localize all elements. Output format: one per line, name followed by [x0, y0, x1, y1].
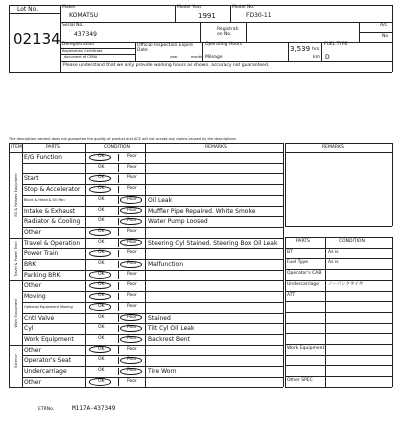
side-work-equipment-label: Work Equipment [287, 346, 325, 351]
table-row-rule [22, 280, 283, 281]
ok-option: OK [98, 164, 105, 170]
part-label: Cntl Valve [24, 314, 55, 322]
side-part-label: Operator's CAB [287, 271, 322, 277]
ok-option: OK [98, 175, 105, 181]
ok-poor-rule [118, 196, 119, 204]
ok-poor-rule [118, 218, 119, 226]
poor-selected-mark [120, 314, 142, 321]
serial-divider [200, 22, 201, 42]
group-rule [9, 345, 22, 346]
side-row-rule [285, 291, 392, 292]
ac-value: No [382, 34, 389, 39]
document-of-cema-label: document of CEMA [64, 55, 98, 59]
side-row-rule [285, 269, 392, 270]
side-row-rule [285, 376, 392, 377]
ok-poor-rule [118, 282, 119, 290]
poor-selected-mark [120, 325, 142, 332]
side-row-rule [285, 355, 392, 356]
operating-hours-value: 3,539 [290, 45, 311, 53]
part-label: Moving [24, 293, 46, 301]
poor-option: Poor [127, 335, 137, 341]
side-part-label: Fuel Type [287, 260, 308, 266]
item-col-rule [22, 143, 23, 387]
ok-selected-mark [89, 186, 111, 193]
model-no-label: Model No. [232, 5, 255, 10]
table-row-rule [22, 302, 283, 303]
ok-poor-rule [118, 346, 119, 354]
ok-poor-rule [118, 154, 119, 162]
deregistration-label: Deregistration [62, 42, 95, 47]
table-border-bottom [9, 387, 283, 388]
ok-option: OK [98, 250, 105, 256]
operating-hours-label: Operating Hours [205, 42, 243, 47]
hours-divider [288, 42, 289, 61]
poor-option: Poor [127, 357, 137, 363]
group-rule [9, 238, 22, 239]
model-year-label: Model Year [177, 5, 202, 10]
poor-option: Poor [127, 368, 137, 373]
ok-poor-rule [118, 325, 119, 333]
fuel-type-label: FUEL TYPE [324, 42, 348, 47]
side-row-rule [285, 258, 392, 259]
header-row3-rule [60, 61, 392, 62]
remarks-box-right [392, 143, 393, 226]
ok-option: OK [98, 154, 105, 159]
ok-poor-rule [118, 368, 119, 376]
table-row-rule [22, 291, 283, 292]
remark-text: Tilt Cyl Oil Leak [148, 325, 195, 333]
ok-poor-rule [118, 378, 119, 386]
ok-poor-rule [118, 335, 119, 343]
ok-selected-mark [89, 303, 111, 310]
poor-option: Poor [127, 261, 137, 266]
item-group-label: Exterior [13, 353, 18, 368]
side-row-rule [285, 312, 392, 313]
poor-option: Poor [127, 325, 137, 331]
disclaimer-text: The description content does not guarantee the quality of product and ACE will not accept any claims caused by the descriptions. [9, 137, 237, 141]
part-label: Cyl [24, 325, 34, 333]
side-condition-value: As is [328, 249, 339, 255]
dereg-divider [135, 42, 136, 61]
ok-option: OK [98, 346, 105, 352]
side-other-spec-label: Other SPEC [287, 378, 313, 384]
etr-label: ETRNo. [38, 407, 55, 412]
poor-selected-mark [120, 357, 142, 364]
ok-option: OK [98, 314, 105, 320]
remarks-box-left [285, 143, 286, 226]
parts-box-top [285, 237, 392, 238]
ok-poor-rule [118, 293, 119, 301]
part-label: Other [24, 228, 42, 236]
hrs-unit: hrs [312, 47, 320, 52]
side-condition-value: ノーパンクタイヤ [328, 281, 364, 287]
poor-option: Poor [127, 175, 137, 181]
ac-rule [359, 32, 392, 33]
ok-option: OK [98, 282, 105, 288]
poor-option: Poor [127, 218, 137, 224]
poor-selected-mark [120, 196, 142, 203]
parts-col-rule [85, 143, 86, 387]
table-row-rule [22, 313, 283, 314]
ok-poor-rule [118, 261, 119, 269]
accuracy-notice: Please understand that we only provide working hours as shown. accuracy not guaranteed. [63, 63, 270, 68]
table-row-rule [22, 238, 283, 239]
remarks-box-top [285, 143, 392, 144]
poor-selected-mark [120, 336, 142, 343]
ok-option: OK [98, 239, 105, 245]
side-remarks-title: REMARKS [322, 144, 344, 150]
ok-poor-rule [118, 357, 119, 365]
model-year-value: 1991 [198, 12, 216, 20]
ok-option: OK [98, 303, 105, 309]
part-label: Power Train [24, 250, 59, 258]
ok-option: OK [98, 325, 105, 331]
condition-col-rule [145, 143, 146, 387]
part-label: Stop & Accelerator [24, 186, 81, 194]
part-label: Work Equipment [24, 335, 74, 343]
lot-number: 02134 [13, 30, 61, 48]
ok-poor-rule [118, 175, 119, 183]
side-row-rule [285, 387, 392, 388]
table-row-rule [22, 163, 283, 164]
poor-selected-mark [120, 261, 142, 268]
part-label: BRK [24, 261, 37, 268]
table-row-rule [22, 195, 283, 196]
registration-label: Registrati on No. [217, 27, 239, 37]
ok-option: OK [98, 218, 105, 224]
table-row-rule [22, 184, 283, 185]
remark-text: Malfunction [148, 261, 184, 268]
serial-value: 437349 [74, 31, 97, 38]
ok-selected-mark [89, 282, 111, 289]
poor-selected-mark [120, 239, 142, 246]
ok-poor-rule [118, 164, 119, 172]
ok-option: OK [98, 378, 105, 384]
side-part-label: BT [287, 249, 293, 255]
table-border-top [9, 143, 283, 144]
part-label: E/G Function [24, 154, 62, 161]
poor-option: Poor [127, 346, 137, 352]
ok-poor-rule [118, 186, 119, 194]
header-border-bottom [9, 72, 392, 73]
header-border-right [392, 5, 393, 72]
ok-poor-rule [118, 239, 119, 247]
parts-box-bottom [285, 387, 392, 388]
side-row-rule [285, 344, 392, 345]
ok-option: OK [98, 186, 105, 192]
maker-divider [175, 5, 176, 22]
ok-selected-mark [89, 154, 111, 161]
col-header-item: ITEM [11, 144, 22, 150]
remark-text: Water Pump Loosed [148, 218, 208, 226]
side-row-rule [285, 365, 392, 366]
table-row-rule [22, 206, 283, 207]
remark-text: Muffler Pipe Repaired. White Smoke [148, 207, 256, 215]
side-row-rule [285, 280, 392, 281]
table-row-rule [22, 334, 283, 335]
table-row-rule [22, 345, 283, 346]
fuel-divider [321, 42, 322, 61]
ok-option: OK [98, 196, 105, 202]
ok-poor-rule [118, 271, 119, 279]
fuel-type-value: D [325, 54, 330, 61]
etr-value: M117A-437349 [72, 405, 116, 412]
part-label: Undercarriage [24, 368, 67, 375]
col-header-parts: PARTS [46, 144, 60, 150]
remark-text: Steering Cyl Stained. Steering Box Oil Leak [148, 239, 278, 247]
group-rule [9, 280, 22, 281]
remark-text: Oil Leak [148, 196, 173, 204]
poor-option: Poor [127, 282, 137, 288]
table-row-rule [22, 377, 283, 378]
mileage-label: Mileage [205, 55, 223, 60]
item-group-label: Travel & Power Train [13, 241, 18, 277]
ok-selected-mark [89, 378, 111, 385]
side-row-rule [285, 333, 392, 334]
table-row-rule [22, 355, 283, 356]
col-header-condition: CONDITION [104, 144, 130, 150]
table-row-rule [22, 323, 283, 324]
table-row-rule [22, 248, 283, 249]
month-label: month [191, 55, 203, 59]
ok-selected-mark [89, 271, 111, 278]
ok-option: OK [98, 207, 105, 213]
ok-option: OK [98, 271, 105, 277]
group-rule [9, 152, 22, 153]
part-label: Intake & Exhaust [24, 207, 76, 215]
part-label: Other [24, 282, 42, 290]
part-label: Block & Head & Oil Pan [24, 197, 65, 202]
poor-option: Poor [127, 239, 137, 245]
poor-option: Poor [127, 271, 137, 277]
ok-selected-mark [89, 229, 111, 236]
table-row-rule [22, 270, 283, 271]
remarks-box-header-rule [285, 152, 392, 153]
poor-option: Poor [127, 250, 137, 256]
side-row-rule [285, 323, 392, 324]
parts-box-right [392, 237, 393, 387]
part-label: Other [24, 378, 42, 386]
poor-selected-mark [120, 368, 142, 375]
item-group-label: EG & Related Equipment [13, 173, 18, 217]
poor-option: Poor [127, 293, 137, 299]
poor-option: Poor [127, 207, 137, 213]
poor-option: Poor [127, 154, 137, 159]
poor-option: Poor [127, 228, 137, 234]
maker-label: Maker [62, 5, 76, 10]
table-border-left [9, 143, 10, 387]
table-row-rule [22, 366, 283, 367]
side-row-rule [285, 248, 392, 249]
item-group-label: Work Equipment [13, 298, 18, 327]
table-header-rule [9, 152, 283, 153]
ok-poor-rule [118, 228, 119, 236]
poor-selected-mark [120, 218, 142, 225]
table-border-right [283, 143, 284, 387]
remark-text: Tire Worn [148, 368, 177, 375]
registration-divider [246, 22, 247, 42]
maker-value: KOMATSU [69, 12, 99, 19]
ok-option: OK [98, 368, 105, 373]
poor-option: Poor [127, 186, 137, 192]
ok-option: OK [98, 228, 105, 234]
ok-poor-rule [118, 314, 119, 322]
part-label: Radiator & Cooling [24, 218, 81, 226]
side-part-label: ATT [287, 292, 296, 298]
registration-certificate-label: Registration Certificate [62, 49, 103, 53]
ok-option: OK [98, 293, 105, 299]
year-divider [230, 5, 231, 22]
part-label: Operator's Seat [24, 357, 72, 365]
side-row-rule [285, 301, 392, 302]
ac-label: A/C [380, 23, 388, 28]
ok-selected-mark [89, 250, 111, 257]
header-row1-rule [60, 22, 392, 23]
ok-option: OK [98, 335, 105, 341]
serial-label: Serial No. [62, 23, 84, 28]
poor-selected-mark [120, 207, 142, 214]
poor-option: Poor [127, 196, 137, 202]
table-row-rule [22, 259, 283, 260]
side-parts-title: PARTS [296, 239, 310, 244]
ok-selected-mark [89, 293, 111, 300]
ok-poor-rule [118, 207, 119, 215]
lot-label-rule [9, 13, 60, 14]
km-unit: km [313, 55, 320, 60]
part-label: Travel & Operation [24, 239, 81, 247]
table-row-rule [22, 216, 283, 217]
part-label: Parking BRK [24, 271, 61, 279]
remark-text: Stained [148, 314, 171, 322]
official-inspection-label: Official Inspection Expire Date [137, 43, 193, 53]
poor-option: Poor [127, 303, 137, 309]
header-border-left [9, 5, 10, 72]
ok-option: OK [98, 261, 105, 266]
part-label: Other [24, 346, 42, 354]
ok-poor-rule [118, 303, 119, 311]
poor-option: Poor [127, 314, 137, 320]
ok-poor-rule [118, 250, 119, 258]
lot-label: Lot No. [17, 6, 39, 13]
part-label: Start [24, 175, 39, 183]
col-header-remarks: REMARKS [205, 144, 227, 150]
ok-option: OK [98, 357, 105, 363]
table-row-rule [22, 173, 283, 174]
remark-text: Backrest Bent [148, 335, 190, 343]
table-row-rule [22, 227, 283, 228]
model-no-value: FD30-11 [246, 12, 272, 19]
ok-selected-mark [89, 346, 111, 353]
poor-option: Poor [127, 378, 137, 384]
part-label: Optional Equipment Moving [24, 304, 73, 309]
ok-selected-mark [89, 175, 111, 182]
poor-option: Poor [127, 164, 137, 170]
side-condition-title: CONDITION [339, 239, 365, 244]
year-label: year [170, 55, 178, 59]
side-part-label: Undercarriage [287, 281, 320, 287]
side-condition-value: As is [328, 260, 339, 266]
remarks-box-bottom [285, 226, 392, 227]
